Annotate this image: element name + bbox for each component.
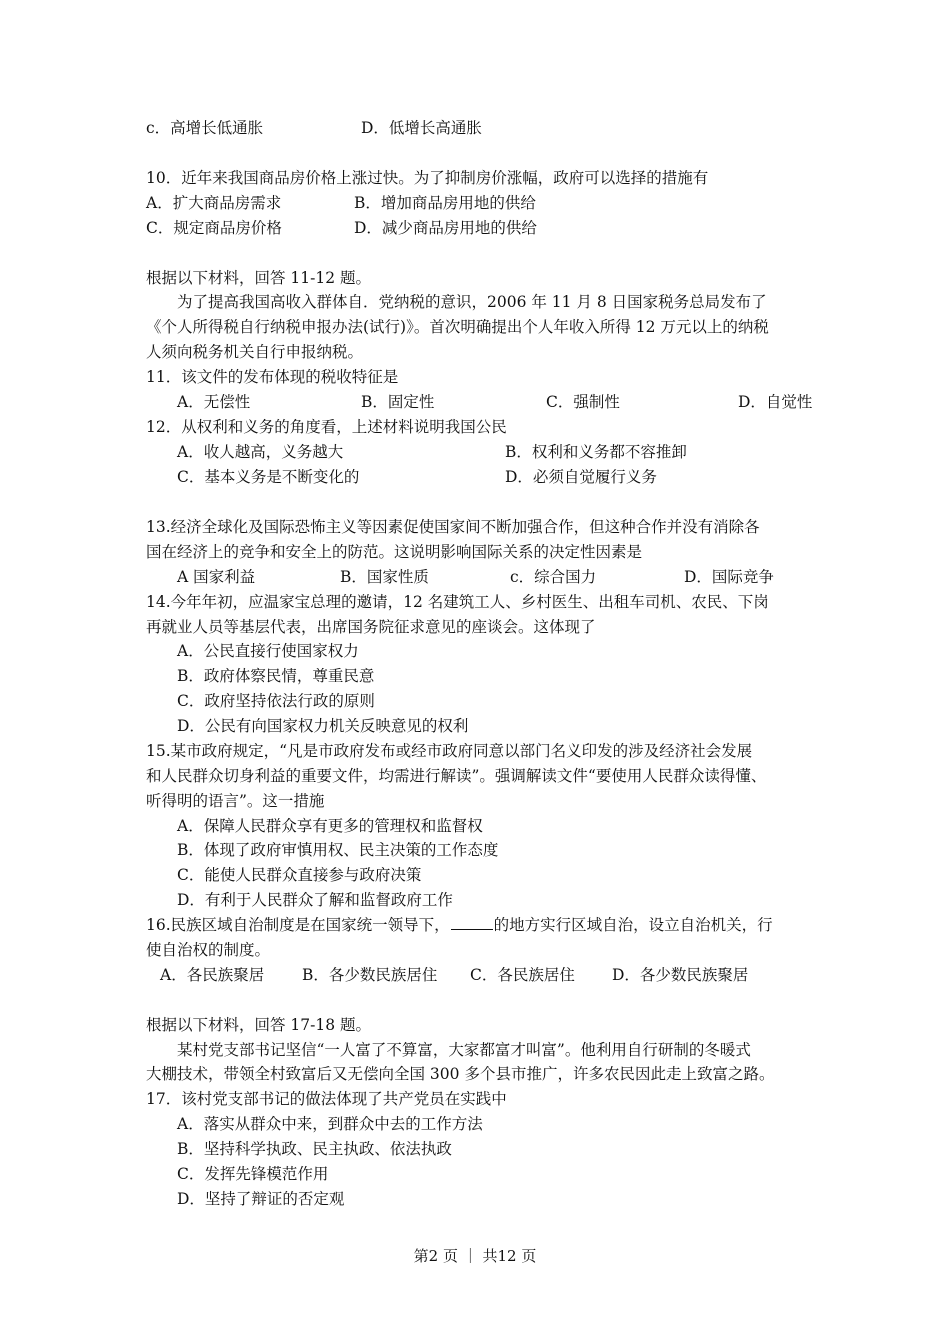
q11-option-c: C．强制性: [546, 393, 620, 411]
q16-option-a: A．各民族聚居: [160, 966, 265, 984]
q15-option-d: D．有利于人民群众了解和监督政府工作: [177, 891, 453, 909]
q16-stem-part: 的地方实行区域自治，设立自治机关，行: [493, 916, 773, 934]
q12-stem: 12．从权利和义务的角度看，上述材料说明我国公民: [146, 418, 507, 436]
q17-option-c: C．发挥先锋模范作用: [177, 1165, 329, 1183]
q15-stem-line: 听得明的语言”。这一措施: [146, 792, 325, 810]
q9-option-d: D．低增长高通胀: [361, 119, 482, 137]
q12-option-a: A．收人越高，义务越大: [177, 443, 344, 461]
q14-option-b: B．政府体察民情，尊重民意: [177, 667, 375, 685]
q13-option-c: c．综合国力: [510, 568, 597, 586]
q17-stem: 17．该村党支部书记的做法体现了共产党员在实践中: [146, 1090, 507, 1108]
q16-option-b: B．各少数民族居住: [302, 966, 438, 984]
q16-option-d: D．各少数民族聚居: [612, 966, 749, 984]
q13-option-b: B．国家性质: [340, 568, 429, 586]
q10-option-c: C．规定商品房价格: [146, 219, 282, 237]
q13-option-a: A 国家利益: [177, 568, 256, 586]
q14-option-a: A．公民直接行使国家权力: [177, 642, 359, 660]
q17-option-d: D．坚持了辩证的否定观: [177, 1190, 345, 1208]
q11-option-a: A．无偿性: [177, 393, 251, 411]
q17-option-a: A．落实从群众中来，到群众中去的工作方法: [177, 1115, 483, 1133]
q15-option-c: C．能使人民群众直接参与政府决策: [177, 866, 422, 884]
q14-stem-line: 14.今年年初，应温家宝总理的邀请，12 名建筑工人、乡村医生、出租车司机、农民、下岗: [146, 593, 769, 611]
q11-option-d: D．自觉性: [738, 393, 813, 411]
q15-stem-line: 15.某市政府规定，“凡是市政府发布或经市政府同意以部门名义印发的涉及经济社会发展: [146, 742, 753, 760]
q16-stem-line: [146, 915, 773, 935]
material-1-intro: 根据以下材料，回答 11-12 题。: [146, 269, 372, 287]
q15-option-a: A．保障人民群众享有更多的管理权和监督权: [177, 817, 483, 835]
q13-stem-line: 13.经济全球化及国际恐怖主义等因素促使国家间不断加强合作，但这种合作并没有消除各: [146, 518, 760, 536]
material-2-intro: 根据以下材料，回答 17-18 题。: [146, 1016, 372, 1034]
material-1-line: 人须向税务机关自行申报纳税。: [146, 343, 364, 361]
q14-option-d: D．公民有向国家权力机关反映意见的权利: [177, 717, 469, 735]
material-1-line: 为了提高我国高收入群体自．党纳税的意识，2006 年 11 月 8 日国家税务总局发布了: [177, 293, 767, 311]
q11-option-b: B．固定性: [361, 393, 435, 411]
q15-stem-line: 和人民群众切身利益的重要文件，均需进行解读”。强调解读文件“要使用人民群众读得懂、: [146, 767, 767, 785]
q13-option-d: D．国际竞争: [684, 568, 774, 586]
material-2-line: 大棚技术，带领全村致富后又无偿向全国 300 多个县市推广，许多农民因此走上致富之路。: [146, 1065, 775, 1083]
q12-option-d: D．必须自觉履行义务: [505, 468, 657, 486]
q13-stem-line: 国在经济上的竞争和安全上的防范。这说明影响国际关系的决定性因素是: [146, 543, 643, 561]
q10-stem: 10．近年来我国商品房价格上涨过快。为了抑制房价涨幅，政府可以选择的措施有: [146, 169, 709, 187]
material-1-line: 《个人所得税自行纳税申报办法(试行)》。首次明确提出个人年收入所得 12 万元以上的纳税: [146, 318, 769, 336]
q16-option-c: C．各民族居住: [470, 966, 575, 984]
q16-stem-line: 使自治权的制度。: [146, 941, 271, 959]
page-footer: 第2 页 ｜ 共12 页: [413, 1247, 537, 1265]
q10-option-b: B．增加商品房用地的供给: [354, 194, 536, 212]
q17-option-b: B．坚持科学执政、民主执政、依法执政: [177, 1140, 452, 1158]
q9-option-c: c．高增长低通胀: [146, 119, 264, 137]
q11-stem: 11．该文件的发布体现的税收特征是: [146, 368, 399, 386]
material-2-line: 某村党支部书记坚信“一人富了不算富，大家都富才叫富”。他利用自行研制的冬暖式: [177, 1041, 751, 1059]
blank-line: [451, 915, 493, 930]
q16-stem-part: 16.民族区域自治制度是在国家统一领导下，: [146, 916, 450, 934]
q12-option-c: C．基本义务是不断变化的: [177, 468, 360, 486]
q15-option-b: B．体现了政府审慎用权、民主决策的工作态度: [177, 841, 499, 859]
q14-stem-line: 再就业人员等基层代表，出席国务院征求意见的座谈会。这体现了: [146, 618, 596, 636]
q14-option-c: C．政府坚持依法行政的原则: [177, 692, 375, 710]
q12-option-b: B．权利和义务都不容推卸: [505, 443, 687, 461]
q10-option-a: A．扩大商品房需求: [146, 194, 282, 212]
q10-option-d: D．减少商品房用地的供给: [354, 219, 537, 237]
